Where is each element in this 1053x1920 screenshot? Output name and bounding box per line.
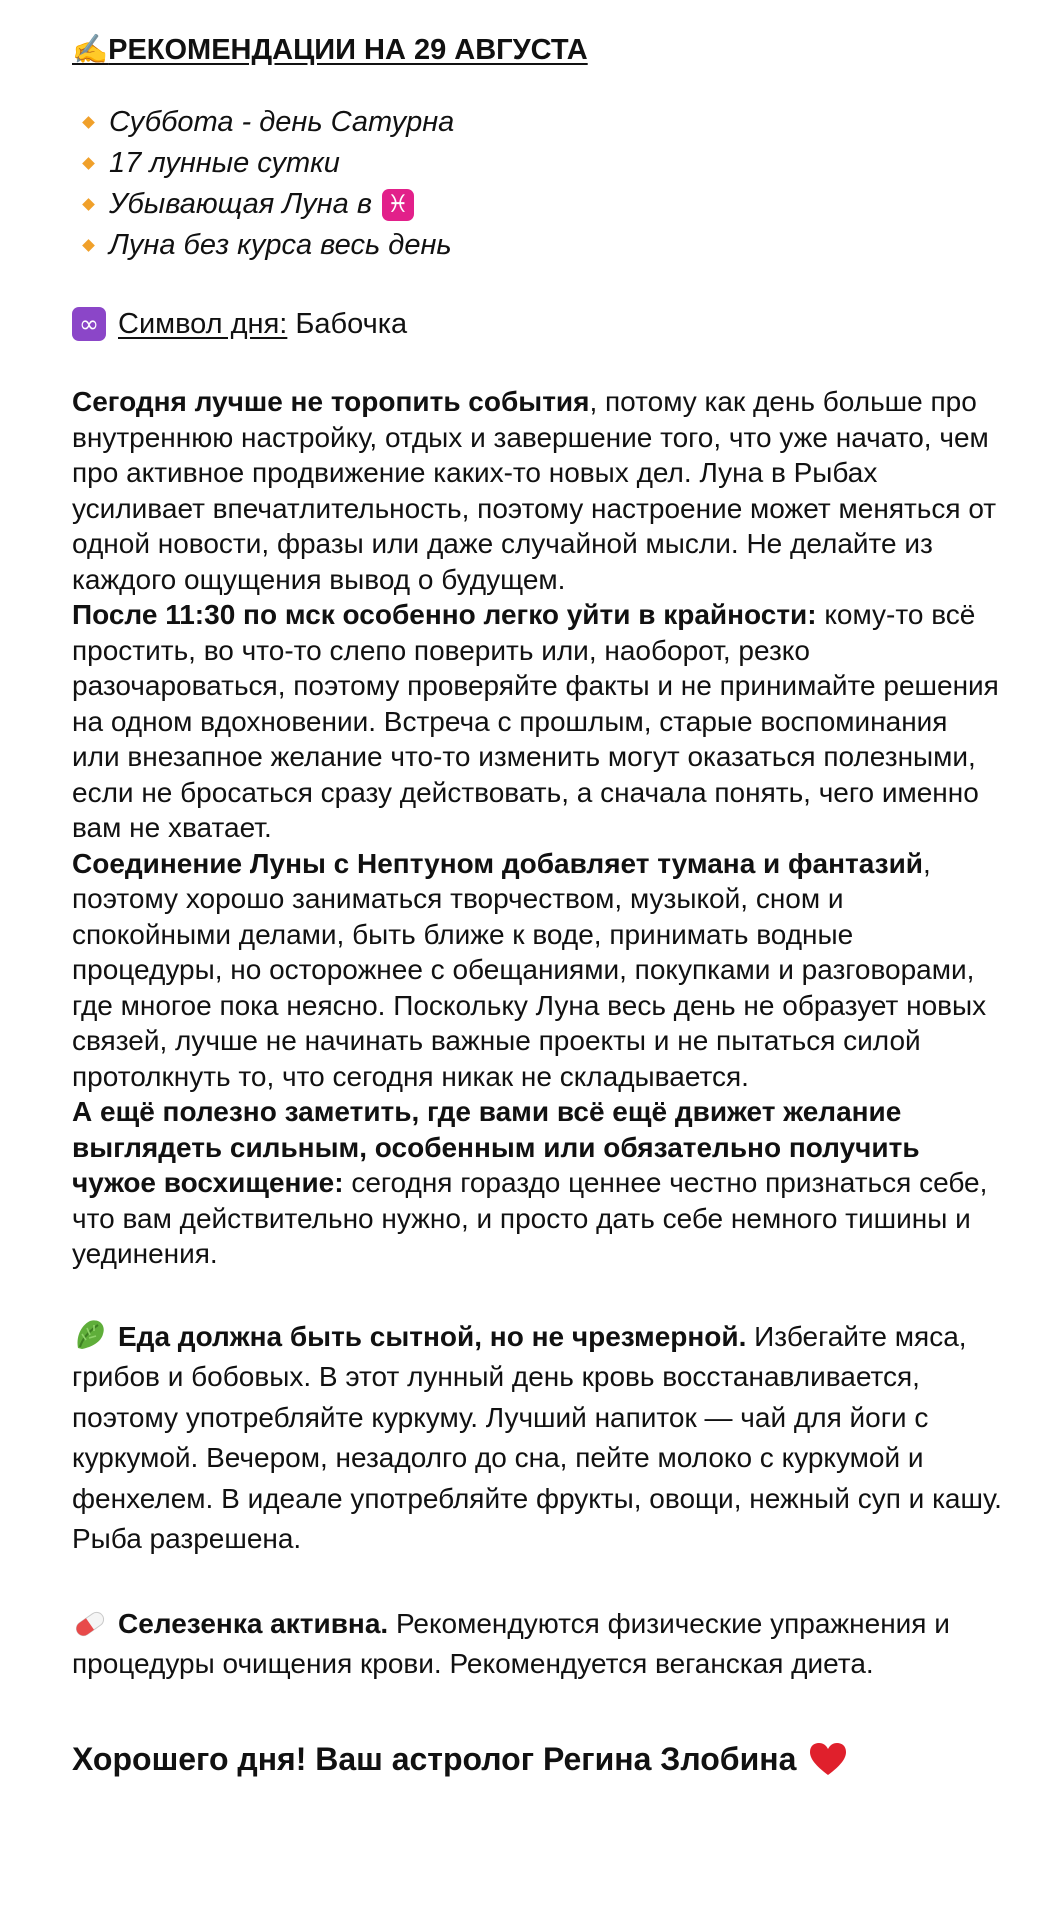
paragraph [72, 384, 1002, 597]
paragraph [72, 1094, 1002, 1272]
orange-diamond-icon [82, 157, 95, 170]
health-section [72, 1604, 1002, 1685]
food-body: Избегайте мяса, грибов и бобовых. В этот лунный день кровь восстанавливается, поэтому употребляйте куркуму. Лучший напиток — чай для йоги с куркумой. Вечером, незадолго до сна, пейте молоко с куркумой и фенхелем. В идеале употребляйте фрукты, овощи, нежный суп и кашу. Рыба разрешена. [72, 1320, 1002, 1554]
closing-text: Хорошего дня! Ваш астролог Регина Злобина [72, 1740, 797, 1777]
paragraph-lead: Сегодня лучше не торопить события [72, 386, 590, 417]
list-item-text: Суббота - день Сатурна [109, 106, 455, 138]
list-item-text: 17 лунные сутки [109, 147, 340, 179]
orange-diamond-icon [82, 239, 95, 252]
orange-diamond-icon [82, 116, 95, 129]
health-body: Рекомендуются физические упражнения и процедуры очищения крови. Рекомендуется веганская диета. [72, 1607, 950, 1679]
food-lead: Еда должна быть сытной, но не чрезмерной. [118, 1320, 747, 1352]
food-section [72, 1316, 1002, 1560]
paragraph-body: , потому как день больше про внутреннюю настройку, отдых и завершение того, что уже начато, чем про активное продвижение каких-то новых дел. Луна в Рыбах усиливает впечатлительность, поэтому настроение может меняться от одной новости, фразы или даже случайной мысли. Не делайте из каждого ощущения вывод о будущем. [72, 386, 997, 595]
pill-icon [72, 1609, 108, 1639]
symbol-of-day [72, 304, 1002, 344]
pisces-icon: ♓ [382, 189, 414, 221]
day-facts-list [72, 102, 1002, 266]
paragraph [72, 1316, 1002, 1560]
symbol-label: Символ дня: [118, 308, 288, 340]
list-item [84, 225, 1002, 266]
writing-hand-icon: ✍️ [72, 34, 109, 66]
paragraph [72, 846, 1002, 1095]
paragraph [72, 597, 1002, 846]
leafy-green-icon [72, 1316, 108, 1352]
paragraph-lead: Соединение Луны с Нептуном добавляет тумана и фантазий [72, 847, 923, 879]
paragraph [72, 1604, 1002, 1685]
paragraph-lead: После 11:30 по мск особенно легко уйти в крайности: [72, 599, 817, 630]
post-content [72, 30, 1002, 1781]
page-title [72, 30, 1002, 70]
paragraph-body: , поэтому хорошо заниматься творчеством, музыкой, сном и спокойными делами, быть ближе к воде, принимать водные процедуры, но осторожнее с обещаниями, покупками и разговорами, где многое пока неясно. Поскольку Луна весь день не образует новых связей, лучше не начинать важные проекты и не пытаться силой протолкнуть то, что сегодня никак не складывается. [72, 847, 987, 1092]
paragraph-body: сегодня гораздо ценнее честно признаться себе, что вам действительно нужно, и просто дать себе немного тишины и уединения. [72, 1167, 988, 1269]
orange-diamond-icon [82, 198, 95, 211]
health-lead: Селезенка активна. [118, 1607, 389, 1639]
red-heart-icon [808, 1741, 848, 1777]
list-item-text: Луна без курса весь день [109, 229, 452, 261]
forecast-text [72, 384, 1002, 1272]
list-item [84, 102, 1002, 143]
symbol-value: Бабочка [295, 308, 408, 340]
closing-signature [72, 1737, 1002, 1781]
paragraph-body: кому-то всё простить, во что-то слепо поверить или, наоборот, резко разочароваться, поэтому проверяйте факты и не принимайте решения на одном вдохновении. Встреча с прошлым, старые воспоминания или внезапное желание что-то изменить могут оказаться полезными, если не бросаться сразу действовать, а сначала понять, чего именно вам не хватает. [72, 599, 999, 843]
list-item [84, 184, 1002, 225]
list-item-text: Убывающая Луна в [109, 188, 372, 220]
page-title-text: РЕКОМЕНДАЦИИ НА 29 АВГУСТА [108, 34, 588, 66]
infinity-icon: ∞ [72, 307, 106, 341]
paragraph-lead: А ещё полезно заметить, где вами всё ещё движет желание выглядеть сильным, особенным или обязательно получить чужое восхищение: [72, 1096, 920, 1198]
list-item [84, 143, 1002, 184]
